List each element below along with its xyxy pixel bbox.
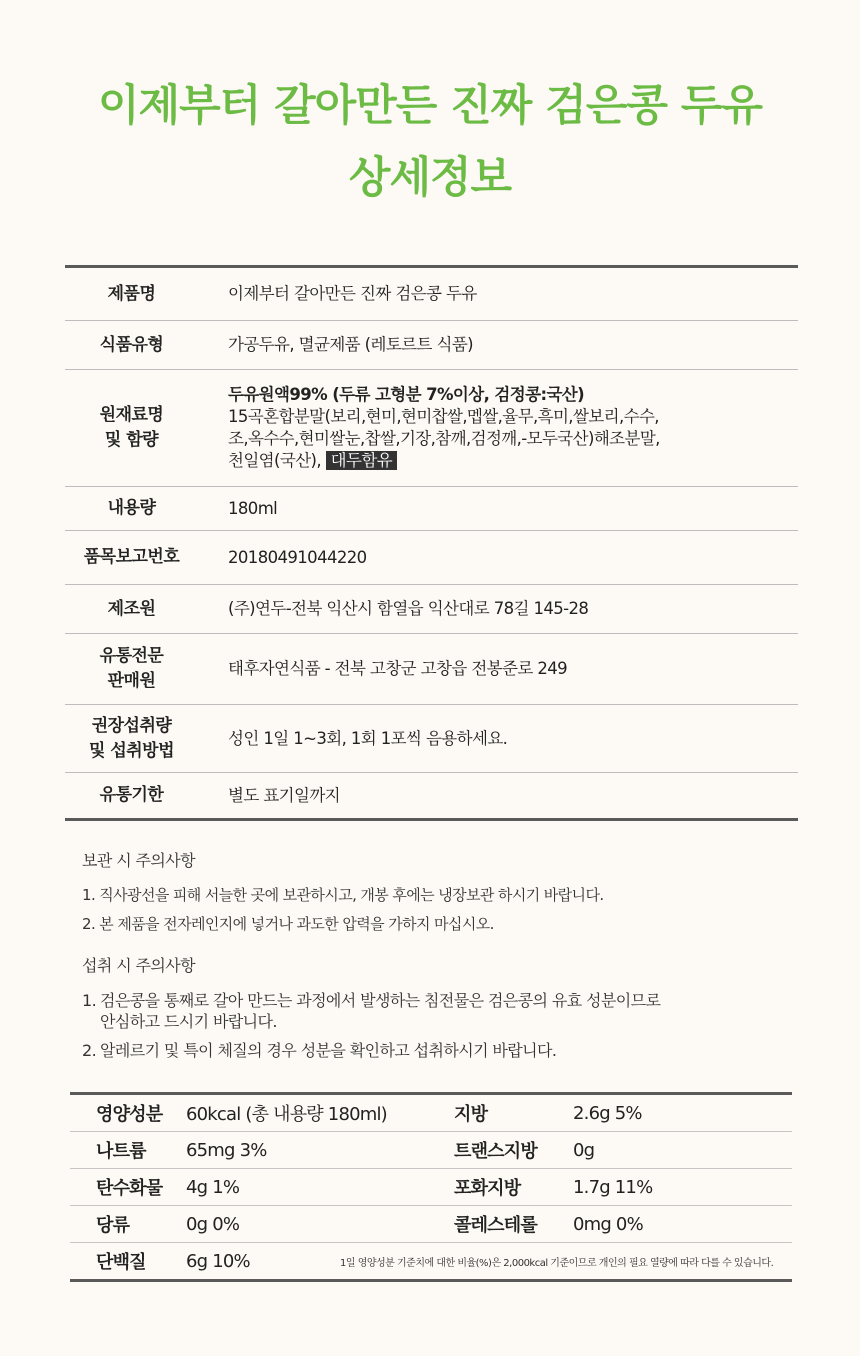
info-label: 내용량 bbox=[107, 498, 156, 518]
info-label-line: 판매원 bbox=[107, 671, 156, 691]
info-label: 식품유형 bbox=[99, 334, 164, 355]
item-text-line: 검은콩을 통째로 갈아 만드는 과정에서 발생하는 침전물은 검은콩의 유효 성분이므로 bbox=[100, 991, 661, 1010]
info-value: 가공두유, 멸균제품 (레토르트 식품) bbox=[228, 335, 474, 354]
info-label bbox=[65, 644, 198, 694]
info-row-expiry bbox=[65, 773, 798, 818]
nutrition-row bbox=[70, 1132, 792, 1169]
info-row-food-type bbox=[65, 321, 798, 370]
nutrient-value: 6g 10% bbox=[186, 1250, 250, 1272]
storage-item: 2. 본 제품을 전자레인지에 넣거나 과도한 압력을 가하지 마십시오. bbox=[82, 915, 494, 933]
product-info-table bbox=[65, 265, 798, 821]
nutrient-name: 단백질 bbox=[96, 1252, 146, 1273]
info-label bbox=[65, 714, 198, 764]
ingredient-line bbox=[228, 450, 798, 472]
info-value: 20180491044220 bbox=[228, 547, 367, 567]
info-row-volume bbox=[65, 487, 798, 531]
nutrition-row bbox=[70, 1206, 792, 1243]
nutrient-name: 나트륨 bbox=[96, 1141, 146, 1162]
storage-heading: 보관 시 주의사항 bbox=[82, 851, 195, 870]
nutrient-value: 60kcal (총 내용량 180ml) bbox=[186, 1104, 387, 1125]
nutrient-value: 0g bbox=[573, 1139, 595, 1161]
info-value: 180ml bbox=[228, 498, 278, 518]
info-label: 제품명 bbox=[107, 283, 156, 304]
info-value bbox=[198, 384, 798, 472]
info-value: 별도 표기일까지 bbox=[228, 785, 341, 805]
ingredient-line: 두유원액99% (두류 고형분 7%이상, 검정콩:국산) bbox=[228, 385, 585, 404]
nutrient-name: 지방 bbox=[454, 1104, 488, 1125]
info-row-product-name bbox=[65, 268, 798, 321]
allergen-badge: 대두함유 bbox=[326, 451, 397, 470]
info-row-manufacturer bbox=[65, 585, 798, 634]
page-subtitle: 상세정보 bbox=[348, 153, 512, 203]
ingredient-line: 조,옥수수,현미쌀눈,찹쌀,기장,참깨,검정깨,-모두국산)해조분말, bbox=[228, 429, 660, 448]
item-number: 1. bbox=[82, 991, 97, 1010]
nutrient-name: 콜레스테롤 bbox=[454, 1215, 537, 1236]
ingredient-text: 천일염(국산), bbox=[228, 451, 322, 470]
info-value: 이제부터 갈아만든 진짜 검은콩 두유 bbox=[228, 284, 477, 303]
nutrient-value: 1.7g 11% bbox=[573, 1176, 653, 1198]
storage-notes bbox=[82, 848, 604, 943]
nutrition-row bbox=[70, 1243, 792, 1279]
ingredient-line: 15곡혼합분말(보리,현미,현미찹쌀,멥쌀,율무,흑미,쌀보리,수수, bbox=[228, 407, 659, 426]
nutrient-name: 영양성분 bbox=[96, 1104, 163, 1125]
info-value: 성인 1일 1~3회, 1회 1포씩 음용하세요. bbox=[228, 728, 508, 748]
intake-item bbox=[82, 990, 660, 1032]
item-text bbox=[100, 990, 660, 1032]
info-row-ingredients bbox=[65, 370, 798, 487]
nutrition-table bbox=[70, 1092, 792, 1282]
info-value: (주)연두-전북 익산시 함열읍 익산대로 78길 145-28 bbox=[228, 599, 589, 618]
nutrient-value: 0g 0% bbox=[186, 1213, 240, 1235]
intake-notes bbox=[82, 953, 660, 1069]
nutrient-value: 0mg 0% bbox=[573, 1213, 643, 1235]
nutrient-value: 4g 1% bbox=[186, 1176, 240, 1198]
info-row-report-number bbox=[65, 531, 798, 585]
nutrient-value: 65mg 3% bbox=[186, 1139, 267, 1161]
info-label-line: 및 함량 bbox=[104, 430, 159, 450]
intake-heading: 섭취 시 주의사항 bbox=[82, 956, 195, 975]
item-text-line: 안심하고 드시기 바랍니다. bbox=[100, 1012, 277, 1031]
nutrient-name: 탄수화물 bbox=[96, 1178, 163, 1199]
intake-item bbox=[82, 1040, 660, 1061]
nutrient-name: 포화지방 bbox=[454, 1178, 521, 1199]
nutrient-name: 트랜스지방 bbox=[454, 1141, 537, 1162]
info-value: 태후자연식품 - 전북 고창군 고창읍 전봉준로 249 bbox=[228, 659, 568, 678]
nutrient-name: 당류 bbox=[96, 1215, 130, 1236]
item-number: 2. bbox=[82, 1041, 97, 1060]
nutrition-footnote: 1일 영양성분 기준치에 대한 비율(%)은 2,000kcal 기준이므로 개인의 필요 열량에 따라 다를 수 있습니다. bbox=[340, 1257, 774, 1269]
nutrition-row bbox=[70, 1169, 792, 1206]
info-label: 유통기한 bbox=[99, 785, 164, 805]
info-row-distributor bbox=[65, 634, 798, 705]
item-text: 알레르기 및 특이 체질의 경우 성분을 확인하고 섭취하시기 바랍니다. bbox=[100, 1041, 557, 1060]
info-label: 품목보고번호 bbox=[83, 547, 180, 567]
info-label-line: 원재료명 bbox=[99, 405, 164, 425]
info-label-line: 유통전문 bbox=[99, 646, 164, 666]
nutrition-row bbox=[70, 1095, 792, 1132]
info-label-line: 권장섭취량 bbox=[91, 715, 172, 736]
info-label bbox=[65, 403, 198, 453]
page-title: 이제부터 갈아만든 진짜 검은콩 두유 bbox=[98, 81, 762, 131]
nutrient-value: 2.6g 5% bbox=[573, 1102, 642, 1124]
info-row-intake-method bbox=[65, 705, 798, 773]
info-label: 제조원 bbox=[107, 598, 156, 619]
info-label-line: 및 섭취방법 bbox=[88, 740, 175, 761]
storage-item: 1. 직사광선을 피해 서늘한 곳에 보관하시고, 개봉 후에는 냉장보관 하시기 바랍니다. bbox=[82, 886, 604, 904]
